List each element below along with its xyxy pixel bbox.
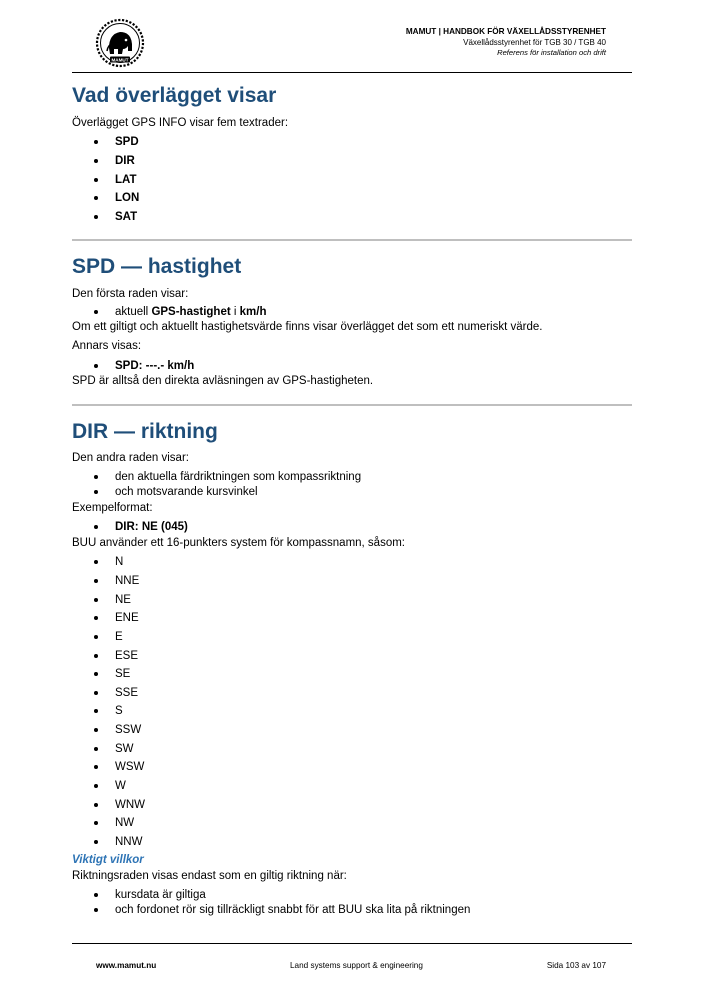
- list-item: N: [115, 556, 124, 568]
- list-item: LAT: [115, 174, 137, 186]
- overlay-intro: Överlägget GPS INFO visar fem textrader:: [72, 117, 289, 129]
- document-subtitle: Växellådsstyrenhet för TGB 30 / TGB 40: [463, 38, 606, 47]
- spd-bullet-mid: i: [230, 306, 240, 318]
- list-item: SAT: [115, 211, 138, 223]
- list-item: W: [115, 780, 126, 792]
- list-item: NW: [115, 817, 135, 829]
- spd-bullet-unit: km/h: [239, 306, 267, 318]
- footer-center-text: Land systems support & engineering: [290, 961, 423, 970]
- condition-heading: Viktigt villkor: [72, 854, 144, 866]
- list-item: DIR: [115, 155, 135, 167]
- list-item: den aktuella färdriktningen som kompassriktning: [115, 471, 362, 483]
- list-item: SW: [115, 743, 134, 755]
- list-item: SPD: ---.- km/h: [115, 360, 195, 372]
- list-item: [115, 305, 266, 319]
- list-item: kursdata är giltiga: [115, 889, 206, 901]
- spd-bullet-pre: aktuell: [115, 306, 152, 318]
- mamut-logo: [95, 18, 145, 68]
- list-item: SE: [115, 668, 131, 680]
- heading-spd: SPD — hastighet: [72, 255, 242, 278]
- footer-rule: [72, 943, 632, 944]
- header-rule: [72, 72, 632, 73]
- spd-text-2: Annars visas:: [72, 340, 142, 352]
- list-item: och motsvarande kursvinkel: [115, 486, 258, 498]
- list-item: SSE: [115, 687, 139, 699]
- section-divider: [72, 404, 632, 406]
- list-item: och fordonet rör sig tillräckligt snabbt för att BUU ska lita på riktningen: [115, 904, 471, 916]
- spd-text-3: SPD är alltså den direkta avläsningen av GPS-hastigheten.: [72, 375, 374, 387]
- heading-dir: DIR — riktning: [72, 420, 218, 443]
- spd-text-1: Om ett giltigt och aktuellt hastighetsvärde finns visar överlägget det som ett numeriskt värde.: [72, 321, 543, 333]
- list-item: S: [115, 705, 123, 717]
- spd-bullet-bold: GPS-hastighet: [151, 306, 231, 318]
- list-item: SSW: [115, 724, 142, 736]
- list-item: E: [115, 631, 123, 643]
- list-item: WSW: [115, 761, 145, 773]
- list-item: SPD: [115, 136, 139, 148]
- footer-page-number: Sida 103 av 107: [546, 961, 606, 970]
- list-item: DIR: NE (045): [115, 521, 188, 533]
- section-divider: [72, 239, 632, 241]
- list-item: WNW: [115, 799, 146, 811]
- footer-website-link[interactable]: www.mamut.nu: [96, 961, 157, 970]
- list-item: NE: [115, 594, 131, 606]
- document-title: MAMUT | HANDBOK FÖR VÄXELLÅDSSTYRENHET: [405, 27, 606, 36]
- dir-example-label: Exempelformat:: [72, 502, 153, 514]
- dir-intro: Den andra raden visar:: [72, 452, 189, 464]
- spd-intro: Den första raden visar:: [72, 288, 189, 300]
- list-item: ENE: [115, 612, 139, 624]
- list-item: ESE: [115, 650, 139, 662]
- heading-overlay: Vad överlägget visar: [72, 84, 277, 107]
- list-item: NNE: [115, 575, 140, 587]
- document-reference: Referens för installation och drift: [497, 48, 606, 57]
- list-item: NNW: [115, 836, 143, 848]
- svg-text:MAMUT: MAMUT: [111, 57, 129, 63]
- list-item: LON: [115, 192, 140, 204]
- dir-compass-intro: BUU använder ett 16-punkters system för kompassnamn, såsom:: [72, 537, 406, 549]
- condition-intro: Riktningsraden visas endast som en giltig riktning när:: [72, 870, 347, 882]
